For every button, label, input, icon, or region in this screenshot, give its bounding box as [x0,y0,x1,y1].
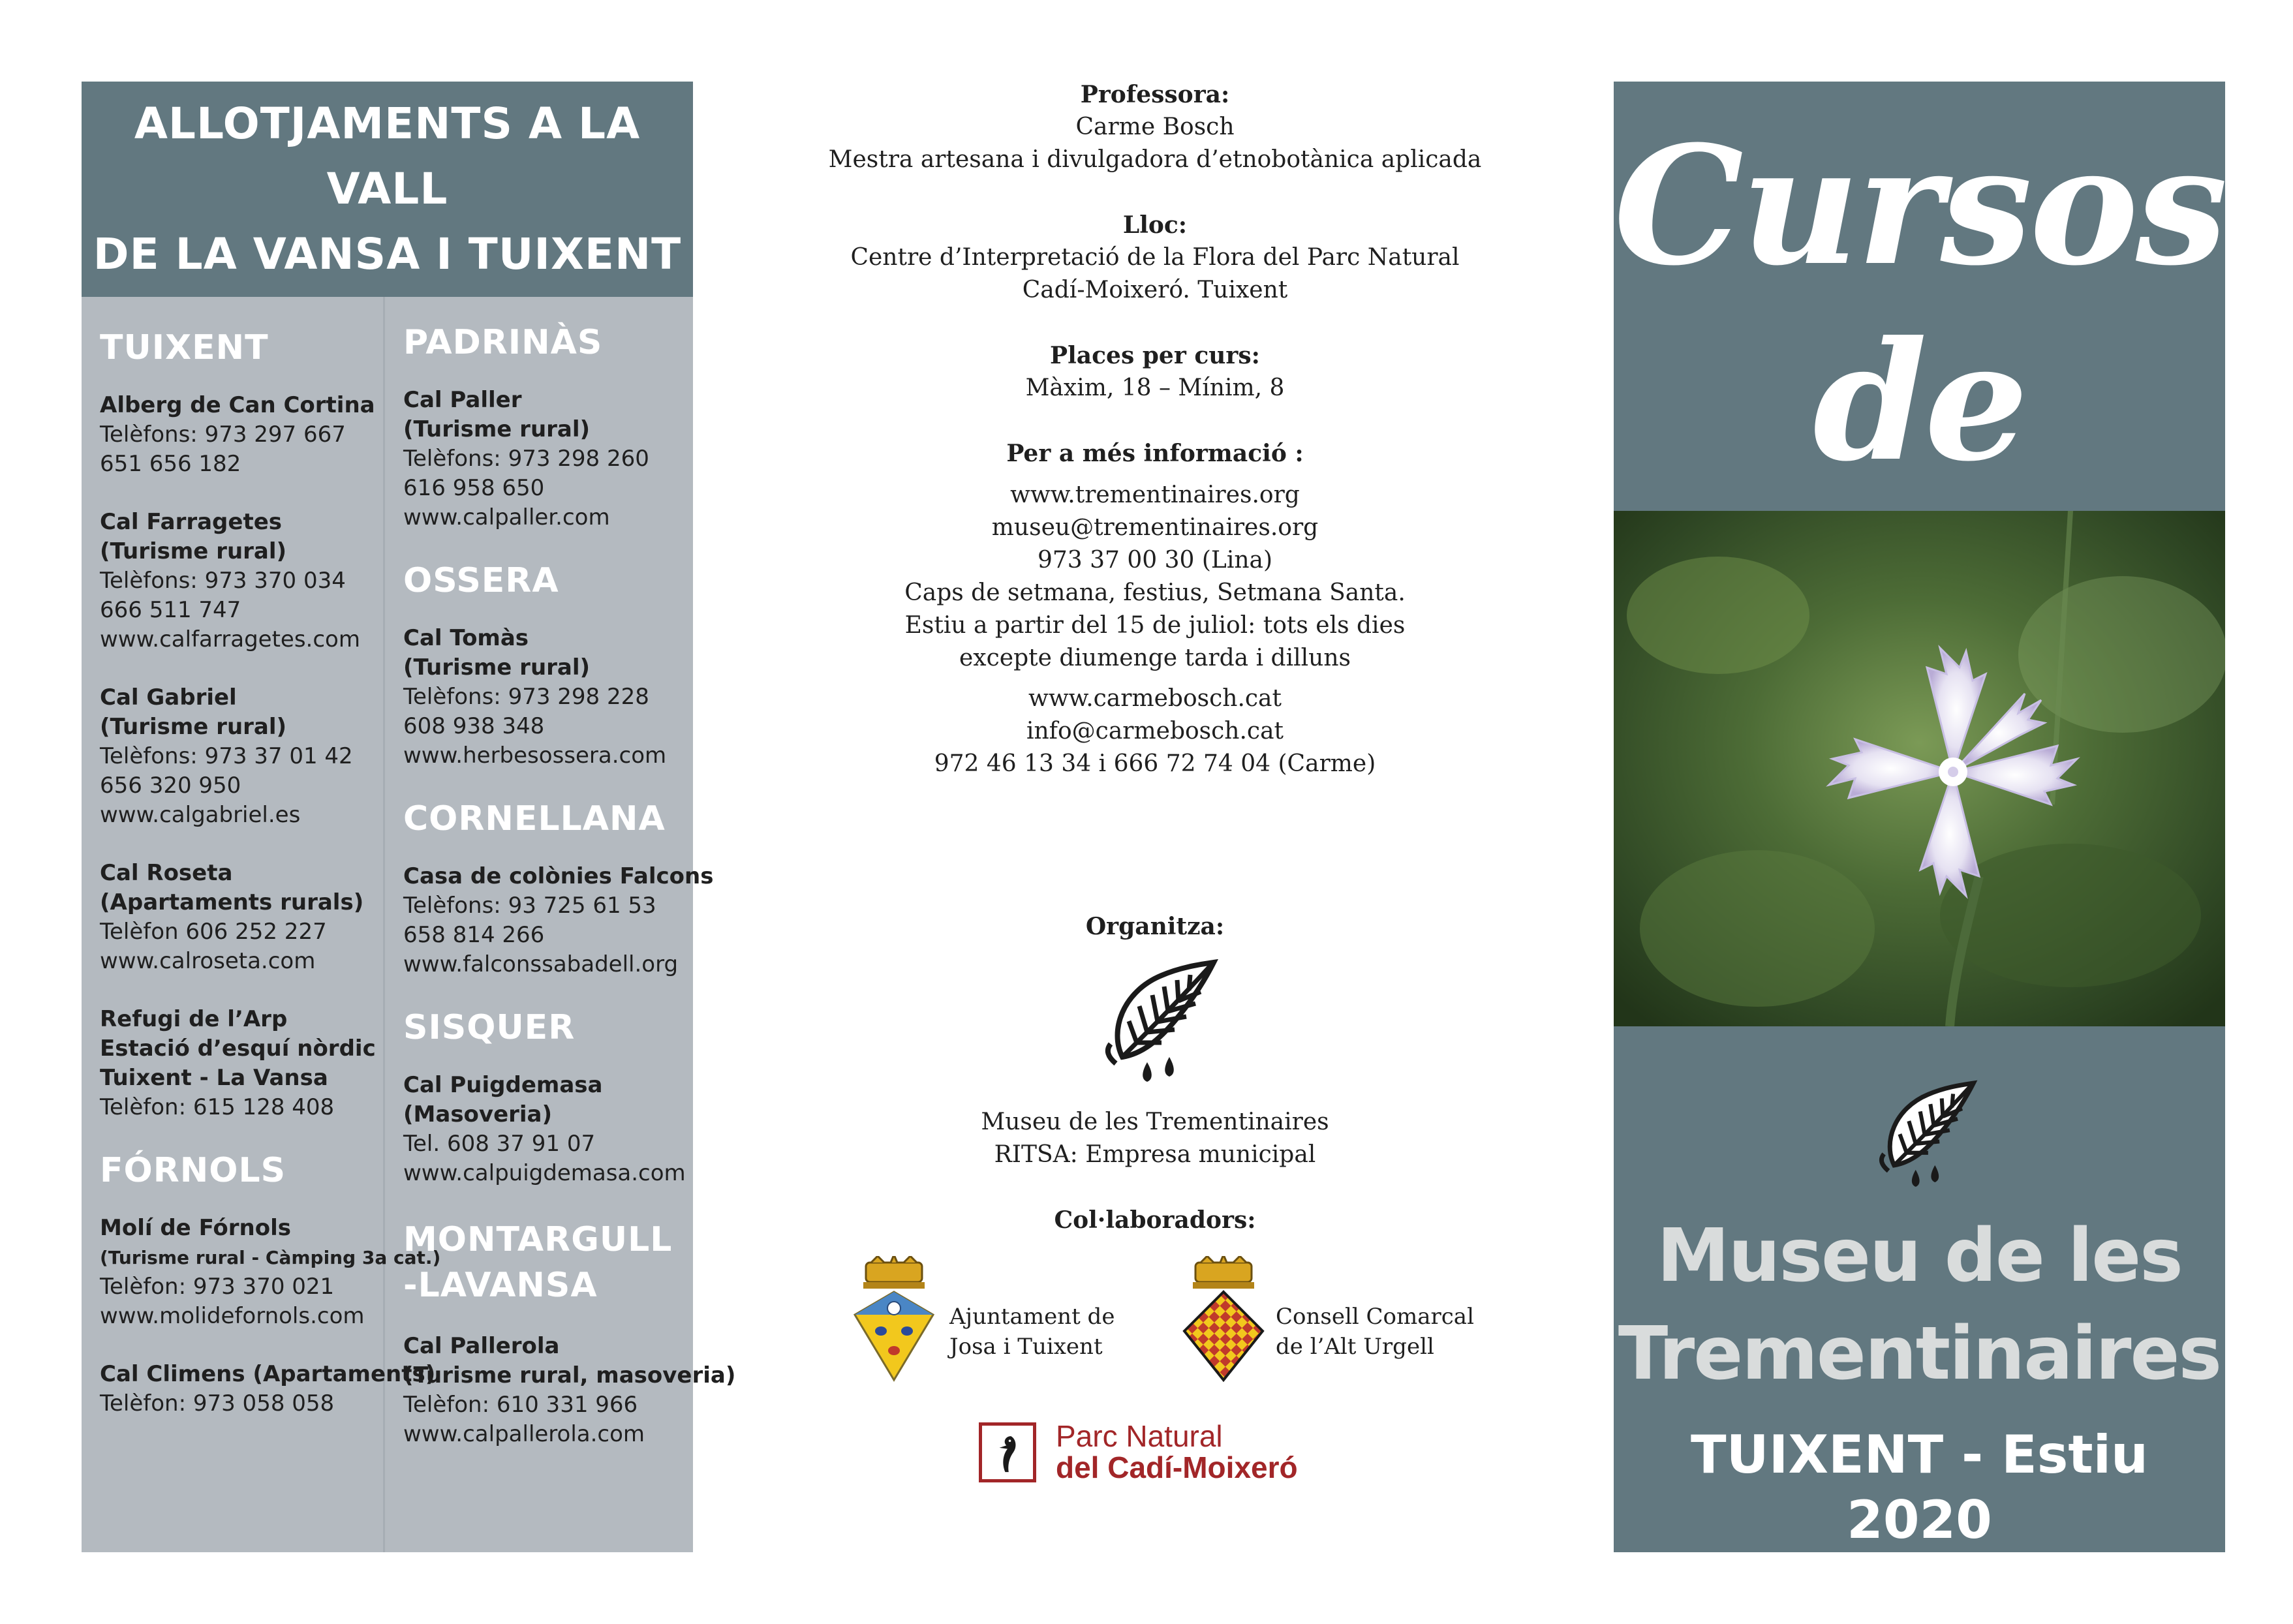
josa-tuixent-coat-of-arms-icon [852,1256,936,1383]
info-line: Estiu a partir del 15 de juliol: tots els dies [904,612,1406,639]
town-heading: OSSERA [403,561,559,600]
seats-value: Màxim, 18 – Mínim, 8 [1025,375,1285,401]
info-block [731,437,1579,780]
accommodation-column-left [82,297,441,1552]
museum-leaf-logo-icon [1096,959,1220,1090]
accommodation-detail: 666 511 747 [100,597,241,623]
info-line: 973 37 00 30 (Lina) [1037,547,1273,574]
season-label: TUIXENT - Estiu 2020 [1691,1424,2148,1550]
accommodation-name: Molí de Fórnols [100,1215,292,1241]
info-line: museu@trementinaires.org [991,514,1319,541]
accommodation-entry [100,859,383,976]
place-block [731,209,1579,307]
accommodation-name: (Turisme rural) [100,538,287,564]
accommodation-detail: www.calpallerola.com [403,1421,645,1447]
accommodation-name: (Turisme rural) [403,654,591,681]
organizer-names [731,1106,1579,1171]
flower-photo [1614,511,2225,1026]
town-heading: FÓRNOLS [100,1151,286,1190]
accommodation-entry [403,1071,693,1188]
accommodation-panel [82,82,736,1552]
info-line: 972 46 13 34 i 666 72 74 04 (Carme) [934,750,1376,777]
town-heading: PADRINÀS [403,323,603,362]
collaborator-josa: Ajuntament de Josa i Tuixent [949,1304,1115,1360]
accommodation-detail: Telèfons: 973 298 228 [403,684,649,710]
course-info [731,78,1579,780]
accommodation-name: Cal Puigdemasa [403,1072,603,1098]
accommodation-entry [403,386,693,532]
accommodation-detail: Telèfon 606 252 227 [100,919,327,945]
seats-block [731,339,1579,405]
accommodation-detail: Telèfons: 973 298 260 [403,446,649,472]
accommodation-detail: Telèfons: 973 370 034 [100,568,346,594]
info-line: www.carmebosch.cat [1028,685,1282,712]
accommodation-name: (Masoveria) [403,1101,553,1127]
alt-urgell-coat-of-arms-icon [1181,1256,1266,1383]
accommodation-entry [100,683,383,830]
accommodation-entry [100,508,383,654]
info-line: excepte diumenge tarda i dilluns [959,645,1351,671]
parc-natural-logo [979,1419,1344,1484]
heron-bird-icon [979,1422,1036,1482]
organizer-label: Organitza: [1085,913,1225,940]
accommodation-name: Estació d’esquí nòrdic [100,1035,376,1062]
accommodation-detail: 658 814 266 [403,922,545,948]
accommodation-detail: Telèfon: 615 128 408 [100,1094,335,1120]
accommodation-detail: Telèfons: 973 297 667 [100,421,346,448]
accommodation-detail: www.calpuigdemasa.com [403,1160,686,1186]
accommodation-entry [403,862,714,979]
accommodation-header [82,82,693,297]
accommodation-name: Cal Climens (Apartaments) [100,1361,436,1387]
dianthus-flower-icon [1614,511,2225,1026]
place-label: Lloc: [1122,211,1188,239]
accommodation-name: Tuixent - La Vansa [100,1065,328,1091]
accommodation-detail: 608 938 348 [403,713,545,739]
organizer-name: RITSA: Empresa municipal [994,1141,1316,1168]
accommodation-column-right [385,297,736,1552]
cover-panel [1614,82,2225,1552]
accommodation-entry [100,1005,383,1122]
accommodation-name: Refugi de l’Arp [100,1006,288,1032]
town-heading: MONTARGULL -LAVANSA [403,1220,673,1305]
accommodation-detail: www.calfarragetes.com [100,626,360,652]
museum-leaf-logo-icon [1871,1080,1979,1194]
accommodation-name: (Turisme rural - Càmping 3a cat.) [100,1247,441,1268]
collaborators-label: Col·laboradors: [1054,1206,1256,1234]
accommodation-detail: Telèfons: 973 37 01 42 [100,743,353,769]
column-spacer [100,297,383,328]
accommodation-name: Cal Tomàs [403,625,529,651]
accommodation-detail: Telèfon: 973 370 021 [100,1274,335,1300]
accommodation-name: Alberg de Can Cortina [100,392,375,418]
info-line: www.trementinaires.org [1010,482,1300,508]
accommodation-detail: www.falconssabadell.org [403,951,679,977]
accommodation-detail: www.molidefornols.com [100,1303,365,1329]
parc-natural-name: Parc Natural del Cadí-Moixeró [1056,1419,1298,1484]
accommodation-name: (Turisme rural, masoveria) [403,1362,736,1388]
info-label: Per a més informació : [1006,440,1304,467]
accommodation-entry [100,1360,436,1418]
accommodation-name: (Turisme rural) [403,416,591,442]
teacher-block [731,78,1579,176]
organizer-name: Museu de les Trementinaires [981,1109,1329,1135]
accommodation-detail: Telèfon: 610 331 966 [403,1392,638,1418]
accommodation-detail: www.calgabriel.es [100,802,301,828]
seats-label: Places per curs: [1050,342,1260,369]
accommodation-name: Cal Pallerola [403,1333,560,1359]
accommodation-detail: 651 656 182 [100,451,241,477]
collaborator-alt-urgell: Consell Comarcal de l’Alt Urgell [1276,1304,1474,1360]
teacher-label: Professora: [1080,81,1230,108]
accommodation-detail: 656 320 950 [100,773,241,799]
info-line: info@carmebosch.cat [1026,718,1284,744]
info-lines [731,479,1579,675]
teacher-name: Carme Bosch [1075,114,1235,140]
accommodation-name: Cal Farragetes [100,509,282,535]
accommodation-detail: 616 958 650 [403,475,545,501]
accommodation-detail: www.calroseta.com [100,948,316,974]
accommodation-name: Cal Paller [403,387,522,413]
accommodation-detail: www.herbesossera.com [403,743,667,769]
accommodation-detail: Telèfons: 93 725 61 53 [403,893,656,919]
accommodation-entry [403,1332,736,1449]
accommodation-detail: Tel. 608 37 91 07 [403,1131,596,1157]
museum-title: Museu de les Trementinaires [1618,1214,2221,1396]
accommodation-name: (Apartaments rurals) [100,889,364,915]
teacher-description: Mestra artesana i divulgadora d’etnobotànica aplicada [828,146,1482,173]
accommodation-name: (Turisme rural) [100,714,287,740]
accommodation-title: ALLOTJAMENTS A LA VALL DE LA VANSA I TUIXENT [93,99,682,279]
town-heading: TUIXENT [100,328,269,367]
accommodation-entry [100,1214,441,1331]
accommodation-entry [100,391,383,479]
accommodation-name: Casa de colònies Falcons [403,863,714,889]
accommodation-name: Cal Gabriel [100,684,237,711]
info-lines-2 [731,682,1579,780]
column-spacer [403,297,693,323]
accommodation-name: Cal Roseta [100,860,233,886]
accommodation-detail: www.calpaller.com [403,504,610,530]
place-line: Centre d’Interpretació de la Flora del Parc Natural [850,244,1460,271]
accommodation-entry [403,624,693,771]
accommodation-detail: Telèfon: 973 058 058 [100,1390,335,1417]
info-line: Caps de setmana, festius, Setmana Santa. [904,579,1406,606]
town-heading: SISQUER [403,1008,576,1047]
cover-title: Cursos de [1614,110,2225,497]
town-heading: CORNELLANA [403,799,666,838]
place-line: Cadí-Moixeró. Tuixent [1022,277,1288,303]
